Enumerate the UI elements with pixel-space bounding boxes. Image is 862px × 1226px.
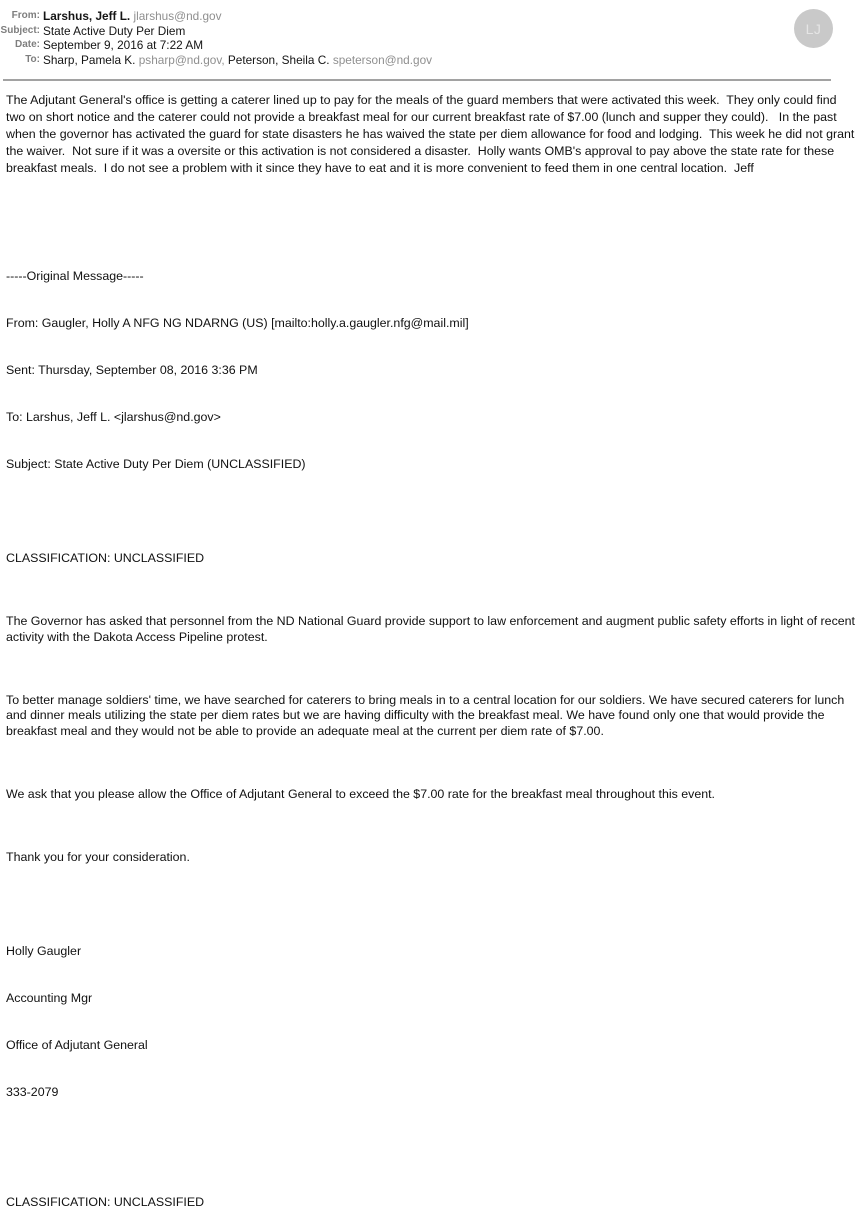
- original-message-separator: -----Original Message-----: [6, 268, 144, 283]
- date-row: [0, 38, 862, 53]
- sender-name[interactable]: Larshus, Jeff L.: [43, 9, 131, 23]
- from-row: [0, 9, 862, 24]
- quoted-paragraph: We ask that you please allow the Office of Adjutant General to exceed the $7.00 rate for the breakfast meal throughout this event.: [6, 786, 715, 801]
- avatar-initials: LJ: [805, 20, 822, 37]
- sender-email[interactable]: jlarshus@nd.gov: [133, 9, 222, 23]
- quoted-message: [0, 206, 862, 1226]
- quoted-header-subject: Subject: State Active Duty Per Diem (UNCLASSIFIED): [6, 457, 306, 472]
- classification-top: CLASSIFICATION: UNCLASSIFIED: [6, 551, 205, 566]
- classification-bottom: CLASSIFICATION: UNCLASSIFIED: [6, 1195, 205, 1209]
- signature-org: Office of Adjutant General: [6, 1037, 148, 1052]
- original-message-block: [6, 237, 856, 504]
- sender-avatar: [794, 9, 833, 48]
- from-value: [43, 9, 222, 24]
- subject-label: Subject:: [0, 24, 40, 36]
- email-header: [0, 0, 862, 68]
- quoted-header-to: To: Larshus, Jeff L. <jlarshus@nd.gov>: [6, 409, 221, 424]
- signature-phone: 333-2079: [6, 1085, 59, 1100]
- quoted-header-sent: Sent: Thursday, September 08, 2016 3:36 PM: [6, 362, 258, 377]
- signature-name: Holly Gaugler: [6, 943, 82, 958]
- recipient-separator: ,: [221, 53, 225, 68]
- recipient-email[interactable]: speterson@nd.gov: [332, 53, 433, 68]
- to-value: [43, 53, 432, 68]
- quoted-header-from: From: Gaugler, Holly A NFG NG NDARNG (US) [mailto:holly.a.gaugler.nfg@mail.mil]: [6, 315, 469, 330]
- date-label: Date:: [14, 39, 40, 51]
- recipient-name[interactable]: Sharp, Pamela K.: [43, 53, 136, 68]
- to-row: [0, 53, 862, 68]
- recipient-email[interactable]: psharp@nd.gov: [138, 53, 222, 68]
- quoted-paragraph: The Governor has asked that personnel from the ND National Guard provide support to law enforcement and augment public safety efforts in light of recent activity with the Dakota Access Pipeline protest.: [6, 614, 859, 644]
- from-label: From:: [11, 10, 40, 21]
- subject-row: [0, 24, 862, 39]
- quoted-paragraph: To better manage soldiers' time, we have searched for caterers to bring meals in to a central location for our soldiers. We have secured caterers for lunch and dinner meals utilizing the state per diem rates but we are having difficulty with the breakfast meal. We have found only one that would provide the breakfast meal and they would not be able to provide an adequate meal at the current per diem rate of $7.00.: [6, 692, 848, 738]
- subject-value: State Active Duty Per Diem: [43, 23, 186, 38]
- recipient-name[interactable]: Peterson, Sheila C.: [227, 53, 330, 68]
- quoted-paragraph: Thank you for your consideration.: [6, 849, 190, 864]
- signature-title: Accounting Mgr: [6, 990, 93, 1005]
- to-label: To:: [25, 54, 40, 66]
- signature-block: [6, 912, 856, 1132]
- reply-paragraph: The Adjutant General's office is getting a caterer lined up to pay for the meals of the guard members that were activated this week. They only could find two on short notice and the caterer could not provide a breakfast meal for our current breakfast rate of $7.00 (lunch and supper they could). In the past when the governor has activated the guard for state disasters he has waived the state per diem allowance for food and lodging. This week he did not grant the waiver. Not sure if it was a oversite or this activation is not considered a disaster. Holly wants OMB's approval to pay above the state rate for these breakfast meals. I do not see a problem with it since they have to eat and it is more convenient to feed them in one central location. Jeff: [6, 92, 858, 175]
- date-value: September 9, 2016 at 7:22 AM: [43, 38, 204, 53]
